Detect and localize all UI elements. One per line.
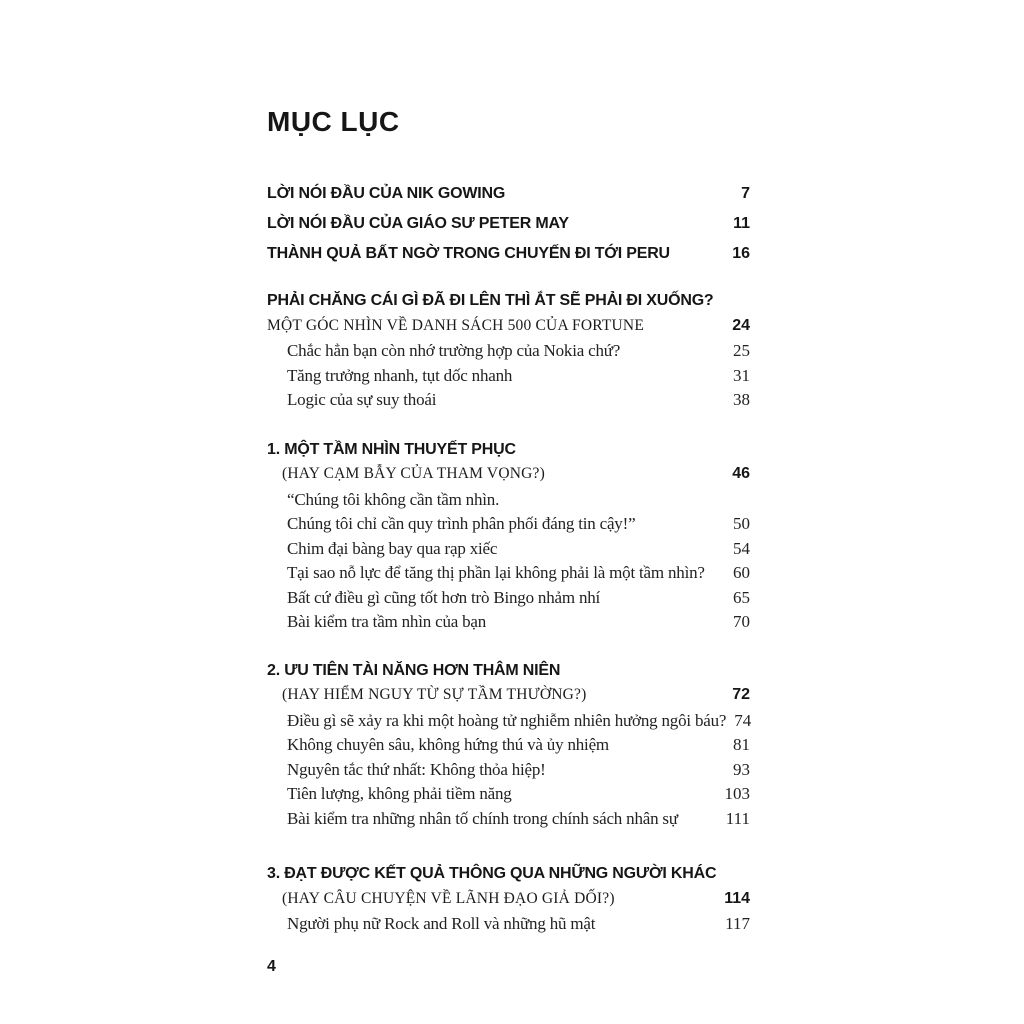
toc-content bbox=[267, 106, 750, 939]
toc-entry-label: Nguyên tắc thứ nhất: Không thỏa hiệp! bbox=[287, 759, 546, 779]
toc-row bbox=[267, 245, 750, 275]
toc-entry-page-number: 50 bbox=[733, 514, 750, 533]
toc-entry-label: 3. ĐẠT ĐƯỢC KẾT QUẢ THÔNG QUA NHỮNG NGƯỜI KHÁC bbox=[267, 865, 717, 882]
toc-entry-page-number: 25 bbox=[733, 341, 750, 360]
toc-entry-page-number: 111 bbox=[725, 808, 750, 828]
toc-row bbox=[267, 341, 750, 366]
toc-row bbox=[267, 809, 750, 834]
toc-entry-page-number: 72 bbox=[732, 686, 750, 703]
toc-row bbox=[267, 185, 750, 215]
toc-entry-page-number: 16 bbox=[732, 245, 750, 262]
page-title: MỤC LỤC bbox=[267, 106, 400, 137]
toc-entry-label: Logic của sự suy thoái bbox=[287, 390, 437, 409]
toc-row bbox=[267, 366, 750, 391]
toc-row bbox=[267, 292, 750, 317]
toc-row bbox=[267, 490, 750, 515]
toc-entry-page-number: 24 bbox=[732, 316, 750, 334]
toc-entry-label: Chắc hẳn bạn còn nhớ trường hợp của Nokia chứ? bbox=[287, 341, 621, 360]
toc-row bbox=[267, 890, 750, 915]
toc-entry-page-number: 65 bbox=[733, 587, 750, 607]
toc-entry-page-number: 31 bbox=[733, 365, 750, 385]
toc-entry-label: (HAY CẠM BẪY CỦA THAM VỌNG?) bbox=[282, 465, 545, 482]
toc-row bbox=[267, 317, 750, 342]
toc-entry-label: Chúng tôi chỉ cần quy trình phân phối đáng tin cậy!” bbox=[287, 514, 636, 533]
toc-entry-page-number: 38 bbox=[733, 390, 750, 409]
toc-row bbox=[267, 612, 750, 637]
toc-entry-page-number: 70 bbox=[733, 612, 750, 631]
toc-entry-label: PHẢI CHĂNG CÁI GÌ ĐÃ ĐI LÊN THÌ ẮT SẼ PHẢI ĐI XUỐNG? bbox=[267, 292, 714, 309]
toc-entry-label: MỘT GÓC NHÌN VỀ DANH SÁCH 500 CỦA FORTUNE bbox=[267, 316, 644, 334]
toc-row bbox=[267, 711, 750, 736]
toc-row bbox=[267, 465, 750, 490]
toc-row bbox=[267, 215, 750, 245]
toc-entry-label: Chim đại bàng bay qua rạp xiếc bbox=[287, 538, 498, 558]
toc-row bbox=[267, 390, 750, 415]
toc-entry-label: Bài kiểm tra những nhân tố chính trong chính sách nhân sự bbox=[287, 808, 678, 828]
toc-entry-page-number: 46 bbox=[732, 465, 750, 482]
toc-row bbox=[267, 865, 750, 890]
toc-entry-page-number: 81 bbox=[733, 735, 750, 754]
toc-section bbox=[267, 865, 750, 939]
toc-section bbox=[267, 662, 750, 834]
toc-entry-label: Không chuyên sâu, không hứng thú và ủy nhiệm bbox=[287, 735, 609, 754]
toc-row bbox=[267, 662, 750, 687]
toc-row bbox=[267, 760, 750, 785]
toc-row bbox=[267, 735, 750, 760]
toc-entry-label: THÀNH QUẢ BẤT NGỜ TRONG CHUYẾN ĐI TỚI PERU bbox=[267, 245, 670, 262]
toc-row bbox=[267, 441, 750, 466]
toc-row bbox=[267, 784, 750, 809]
toc-entry-page-number: 60 bbox=[733, 563, 750, 582]
toc-entry-label: LỜI NÓI ĐẦU CỦA NIK GOWING bbox=[267, 185, 506, 202]
toc-entry-label: Tiên lượng, không phải tiềm năng bbox=[287, 784, 512, 803]
toc-row bbox=[267, 588, 750, 613]
footer-page-number: 4 bbox=[267, 958, 276, 975]
toc-entry-page-number: 114 bbox=[724, 889, 750, 907]
toc-row bbox=[267, 539, 750, 564]
toc-row bbox=[267, 563, 750, 588]
toc-entry-label: LỜI NÓI ĐẦU CỦA GIÁO SƯ PETER MAY bbox=[267, 215, 569, 232]
toc-entry-label: Người phụ nữ Rock and Roll và những hũ mật bbox=[287, 914, 596, 933]
toc-entry-page-number: 117 bbox=[725, 914, 750, 933]
toc-section bbox=[267, 292, 750, 415]
toc-entry-label: 1. MỘT TẦM NHÌN THUYẾT PHỤC bbox=[267, 440, 516, 458]
toc-entry-page-number: 54 bbox=[733, 538, 750, 558]
toc-entry-page-number: 93 bbox=[733, 759, 750, 779]
toc-section bbox=[267, 185, 750, 275]
toc-entry-label: “Chúng tôi không cần tầm nhìn. bbox=[287, 489, 500, 509]
toc-entry-label: Tại sao nỗ lực để tăng thị phần lại không phải là một tầm nhìn? bbox=[287, 563, 705, 582]
toc-section bbox=[267, 441, 750, 637]
toc-entry-page-number: 7 bbox=[741, 185, 750, 202]
toc-row bbox=[267, 914, 750, 939]
toc-entry-label: (HAY CÂU CHUYỆN VỀ LÃNH ĐẠO GIẢ DỐI?) bbox=[282, 889, 615, 907]
toc-entry-label: Bất cứ điều gì cũng tốt hơn trò Bingo nhảm nhí bbox=[287, 587, 601, 607]
toc-entry-label: Bài kiểm tra tầm nhìn của bạn bbox=[287, 612, 487, 631]
toc-row bbox=[267, 686, 750, 711]
toc-entry-label: (HAY HIỂM NGUY TỪ SỰ TẦM THƯỜNG?) bbox=[282, 686, 587, 703]
toc-entry-page-number: 11 bbox=[733, 215, 750, 232]
toc-entry-page-number: 74 bbox=[734, 710, 752, 730]
toc-row bbox=[267, 514, 750, 539]
toc-entry-label: Điều gì sẽ xảy ra khi một hoàng tử nghiễm nhiên hưởng ngôi báu? bbox=[287, 710, 727, 730]
toc-entry-label: Tăng trưởng nhanh, tụt dốc nhanh bbox=[287, 365, 513, 385]
toc-sections bbox=[267, 185, 750, 939]
toc-entry-page-number: 103 bbox=[724, 784, 750, 803]
toc-entry-label: 2. ƯU TIÊN TÀI NĂNG HƠN THÂM NIÊN bbox=[267, 661, 561, 679]
